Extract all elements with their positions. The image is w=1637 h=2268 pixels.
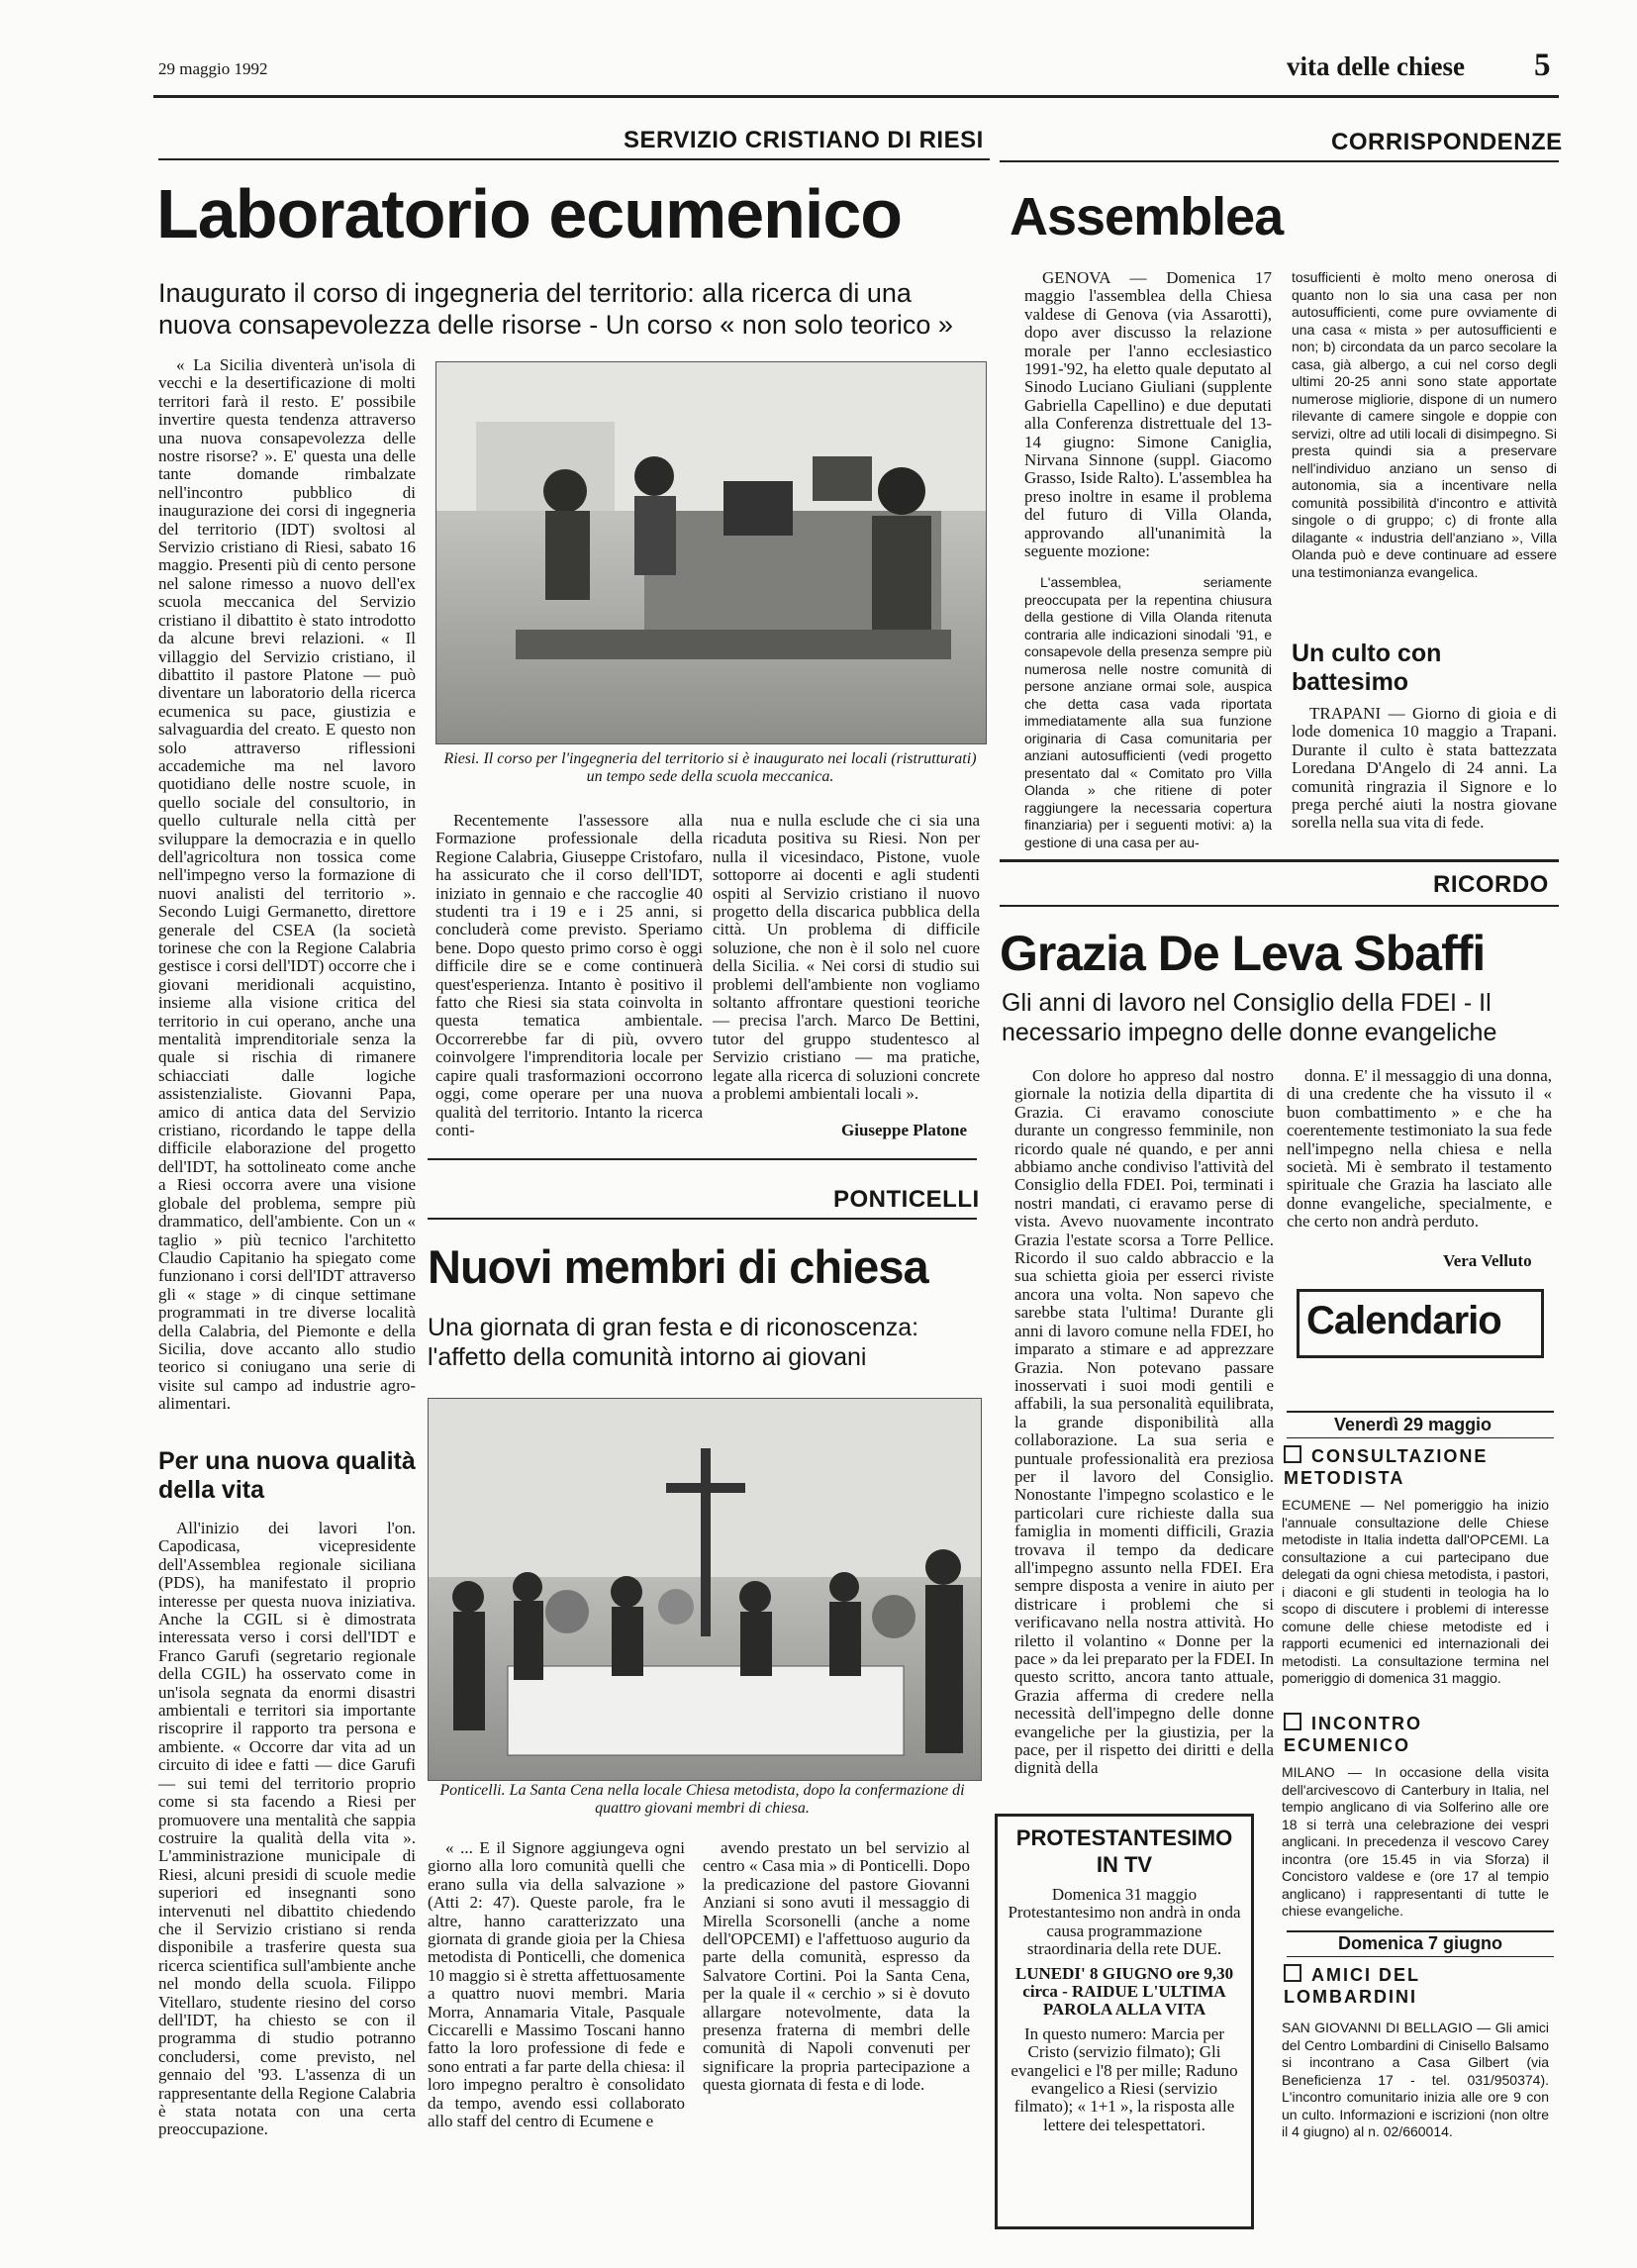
ricordo-col1 — [1014, 1067, 1274, 1800]
nuovi-col2-text: avendo prestato un bel servizio al centro « Casa mia » di Ponticelli. Dopo la predicazione del pastore Giovanni Anziani si sono avuti il messaggio di Mirella Scorsonelli (anche a nome dell'OPCEMI) e l'affettuoso augurio da parte della comunità, espresso da Salvatore Cortini. Poi la Santa Cena, per la quale il « cerchio » si è dovuto allargare notevolmente, data la presenza fraterna di membri delle comunità di Napoli convenuti per significare la propria partecipazione a questa giornata di festa e di lode. — [703, 1838, 970, 2095]
cal-item1-text-block — [1282, 1497, 1549, 1710]
cal-item3-text-block — [1282, 2020, 1549, 2218]
ricordo-kicker: RICORDO — [1433, 871, 1549, 898]
cal-day1-rule-top — [1287, 1411, 1554, 1413]
cal-item2-text: MILANO — In occasione della visita dell'arcivescovo di Canterbury in Italia, nel tempio anglicano di via Solferino alle ore 18 si terrà una celebrazione dei vespri anglicani. In precedenza il vescovo Carey incontra (ore 15.45 in via Sforza) il Concistoro valdese e (ore 17 al tempio anglicano) i rappresentanti di tutte le chiese evangeliche. — [1282, 1764, 1549, 1919]
nuovi-article-col2 — [703, 1839, 970, 2240]
lab-article-col3 — [713, 812, 980, 1119]
nuovi-deck: Una giornata di gran festa e di riconoscenza: l'affetto della comunità intorno ai giovani — [428, 1314, 919, 1371]
tv-box — [995, 1814, 1254, 2229]
cal-item2-title: INCONTRO ECUMENICO — [1284, 1714, 1422, 1755]
tv-title: PROTESTANTESIMO IN TV — [1015, 1825, 1233, 1877]
lab-article-col1 — [158, 355, 416, 1414]
riesi-classroom-photo — [435, 361, 987, 744]
cal-day2-rule-top — [1287, 1930, 1554, 1932]
ricordo-author: Vera Velluto — [1443, 1251, 1532, 1270]
calendario-title: Calendario — [1306, 1299, 1501, 1342]
checkbox-icon — [1284, 1713, 1301, 1730]
cal-day1-rule-bottom — [1287, 1437, 1554, 1438]
issue-date: 29 maggio 1992 — [158, 59, 268, 78]
lab-headline: Laboratorio ecumenico — [156, 175, 903, 252]
lab-col1-text: « La Sicilia diventerà un'isola di vecchi e la desertificazione di molti territori farà il resto. E' possibile invertire questa tendenza attraverso una nuova consapevolezza delle nostre risorse? ». E' questa una delle tante domande rimbalzate nell'incontro pubblico di inaugurazione dei corsi di ingegneria del territorio (IDT) svoltosi al Servizio cristiano di Riesi, sabato 16 maggio. Presenti più di cento persone nel salone rimesso a nuovo dell'ex scuola meccanica del Servizio cristiano il dibattito è stato introdotto da alcune brevi relazioni. « Il villaggio del Servizio cristiano, il dibattito il pastore Platone — può diventare un laboratorio della ricerca ecumenica su pace, giustizia e salvaguardia del creato. E questo non solo attraverso riflessioni accademiche ma nel lavoro quotidiano delle nostre scuole, in quello sociale del consultorio, in quello culturale nella città per sviluppare la democrazia e in quello dell'agricoltura non tossica come nell'impegno verso la formazione di nuovi analisti del territorio ». Secondo Luigi Germanetto, direttore generale del CSEA (la società torinese che con la Regione Calabria gestisce i corsi dell'IDT) occorre che i giovani meridionali acquistino, insieme alla visione critica del territorio in cui operano, anche una mentalità imprenditoriale senza la quale si rischia di rimanere schiacciati dalle logiche assistenzialiste. Giovanni Papa, amico di antica data del Servizio cristiano, ricordando le tappe della difficile elaborazione del progetto dell'IDT, ha sottolineato come anche a Riesi occorra avere una visione globale del problema, sempre più drammatico, dell'ambiente. Con un « taglio » più tecnico l'architetto Claudio Capitanio ha spiegato come funzionano i corsi dell'IDT attraverso gli « stage » di cinque settimane programmati in tre diverse località della Calabria, del Piemonte e della Sicilia, dove accanto allo studio teorico si coniugano una serie di visite sul campo ad industrie agro-alimentari. — [158, 355, 416, 1414]
checkbox-icon — [1284, 1964, 1301, 1982]
cal-item1-title: CONSULTAZIONE METODISTA — [1284, 1446, 1489, 1488]
cal-day2-rule-bottom — [1287, 1956, 1554, 1957]
communion-illustration — [429, 1399, 981, 1780]
ricordo-top-rule — [1000, 859, 1559, 862]
battesimo-text-block — [1292, 705, 1557, 878]
ricordo-col1-text: Con dolore ho appreso dal nostro giornale la notizia della dipartita di Grazia. Ci eravamo conosciute durante un congresso femminile, non ricordo quale né quando, e per anni abbiamo anche condiviso l'attività del Consiglio della FDEI. Poi, terminati i nostri mandati, ci eravamo perse di vista. Avevo nuovamente incontrato Grazia l'estate scorsa a Torre Pellice. Ricordo il suo caldo abbraccio e la sua schietta gioia per esserci riviste ancora una volta. Non sapevo che sarebbe stata l'ultima! Durante gli anni di lavoro comune nella FDEI, ho imparato a stimare e ad apprezzare Grazia. Non potevano passare inosservati i suoi modi gentili e affabili, la sua personalità equilibrata, la grande disponibilità alla collaborazione. La sua seria e puntuale professionalità era preziosa per il lavoro del Consiglio. Nonostante l'impegno scolastico e le particolari cure richieste dalla sua famiglia in momenti difficili, Grazia trovava il tempo da dedicare all'impegno assunto nella FDEI. Era sempre disposta a venire in aiuto per districare i problemi che si verificavano nella nostra attività. Ho riletto il volantino « Donne per la pace » da lei preparato per la FDEI. In questo scritto, ancora tanto attuale, Grazia afferma di credere nella necessità dell'impegno delle donne evangeliche per la giustizia, per la pace, per il rispetto dei diritti e della dignità della — [1014, 1066, 1274, 1778]
nuovi-top-rule — [428, 1158, 977, 1160]
lab-article-col2 — [435, 812, 703, 1138]
ricordo-deck: Gli anni di lavoro nel Consiglio della FDEI - Il necessario impegno delle donne evangeliche — [1002, 989, 1497, 1046]
nuovi-article-col1 — [428, 1839, 685, 2240]
nuovi-col1-text: « ... E il Signore aggiungeva ogni giorno alla loro comunità quelli che erano sulla via della salvazione » (Atti 2: 47). Queste parole, fra le altre, hanno caratterizzato una giornata di grande gioia per la Chiesa metodista di Ponticelli, che domenica 10 maggio si è stretta affettuosamente a quattro nuovi membri. Maria Morra, Annamaria Vitale, Pasquale Ciccarelli e Massimo Toscani hanno fatto la loro professione di fede e sono entrati a far parte della chiesa: il loro impegno peraltro è consolidato da tempo, avendo essi collaborato allo staff del centro di Ecumene e — [428, 1838, 685, 2131]
lab-kicker-rule — [158, 158, 990, 160]
cal-item3-text: SAN GIOVANNI DI BELLAGIO — Gli amici del Centro Lombardini di Cinisello Balsamo si incontrano a Casa Gilbert (via Beneficienza 17 - tel. 031/950374). L'incontro comunitario inizia alle ore 9 con un culto. Informazioni e iscrizioni (non oltre il 4 giugno) al n. 02/660014. — [1282, 2020, 1549, 2139]
tv-text3: In questo numero: Marcia per Cristo (servizio filmato); Gli evangelici e l'8 per mille; Raduno evangelico a Riesi (servizio filmato); « 1+1 », la risposta alle lettere dei telespettatori. — [1011, 2023, 1238, 2134]
page-number: 5 — [1534, 48, 1551, 83]
ponticelli-church-photo — [428, 1398, 982, 1781]
ponticelli-photo-caption: Ponticelli. La Santa Cena nella locale Chiesa metodista, dopo la confermazione di quattro giovani membri di chiesa. — [439, 1782, 965, 1817]
assemblea-headline: Assemblea — [1010, 187, 1284, 247]
nuovi-kicker: PONTICELLI — [833, 1186, 980, 1213]
assemblea-col1-text: GENOVA — Domenica 17 maggio l'assemblea della Chiesa valdese di Genova (via Assarotti), dopo aver discusso la relazione morale per l'anno ecclesiastico 1991-'92, ha eletto quale deputato al Sinodo Luciano Giuliani (supplente Gabriella Capellino) e due deputati alla Conferenza distrettuale del 13-14 giugno: Simone Caniglia, Nirvana Sinnone (suppl. Giacomo Grasso, Iside Ralto). L'assemblea ha preso inoltre in esame il problema del futuro di Villa Olanda, approvando all'unanimità la seguente mozione: — [1024, 268, 1272, 561]
section-title: vita delle chiese — [1287, 51, 1465, 81]
lab-article-col1b — [158, 1520, 416, 2242]
ricordo-kicker-rule — [1000, 905, 1559, 907]
classroom-illustration — [436, 362, 986, 743]
cal-item2-text-block — [1282, 1764, 1549, 1942]
cal-item1-text: ECUMENE — Nel pomeriggio ha inizio l'annuale consultazione delle Chiese metodiste in Italia indetta dall'OPCEMI. La consultazione a cui partecipano due delegati da ogni chiesa metodista, i pastori, i diaconi e gli studenti in teologia ha lo scopo di discutere i problemi di interesse comune delle chiese metodiste ed i rapporti ecumenici ed internazionali dei metodisti. La consultazione termina nel pomeriggio di domenica 31 maggio. — [1282, 1497, 1549, 1686]
assemblea-col1 — [1024, 269, 1272, 576]
masthead-rule — [153, 95, 1559, 98]
assemblea-motion — [1024, 574, 1272, 850]
assemblea-motion-text: L'assemblea, seriamente preoccupata per la repentina chiusura della gestione di Villa Olanda ritenuta contraria alle indicazioni sinodali '91, e consapevole della presenza sempre più numerosa nelle nostre comunità di persone anziane ormai sole, auspica che detta casa vada riportata immediatamente alla sua funzione originaria di Casa comunitaria per anziani autosufficienti (vedi progetto presentato dal « Comitato pro Villa Olanda » che ritiene di poter raggiungere la necessaria copertura finanziaria) per i seguenti motivi: a) la gestione di una casa per au- — [1024, 574, 1272, 850]
lab-col3-text: nua e nulla esclude che ci sia una ricaduta positiva su Riesi. Non per nulla il vicesindaco, Pistone, vuole sottoporre ai docenti e agli studenti ospiti al Servizio cristiano il nuovo progetto della discarica pubblica della città. Un problema di difficile soluzione, che non è il solo nel cuore della Sicilia. « Nei corsi di studio sui problemi dell'ambiente non vogliamo soltanto affrontare questioni teoriche — precisa l'arch. Marco De Bettini, tutor del gruppo studentesco al Servizio cristiano — ma pratiche, legate alla ricerca di soluzioni concrete a problemi ambientali locali ». — [713, 811, 980, 1104]
lab-kicker: SERVIZIO CRISTIANO DI RIESI — [624, 127, 984, 153]
tv-text2: LUNEDI' 8 GIUGNO ore 9,30 circa - RAIDUE L'ULTIMA PAROLA ALLA VITA — [1014, 1963, 1234, 2020]
cal-day2: Domenica 7 giugno — [1338, 1933, 1503, 1953]
lab-col2-text: Recentemente l'assessore alla Formazione professionale della Regione Calabria, Giuseppe Cristofaro, ha assicurato che il corso dell'IDT, iniziato in gennaio e che raccoglie 40 studenti tra i 19 e i 25 anni, si concluderà come previsto. Speriamo bene. Dopo questo primo corso è oggi difficile dire se e come continuerà quest'esperienza. Intanto è positivo il fatto che Riesi sia stata coinvolta in questa tematica ambientale. Occorrerebbe far di più, ovvero coinvolgere l'imprenditoria locale per capire quali trasformazioni occorrono oggi, come operare per una nuova qualità del territorio. Intanto la ricerca conti- — [435, 811, 703, 1139]
nuovi-kicker-rule — [428, 1218, 977, 1220]
assemblea-kicker-rule — [1000, 160, 1559, 162]
ricordo-headline: Grazia De Leva Sbaffi — [1000, 926, 1486, 981]
assemblea-kicker: CORRISPONDENZE — [1331, 129, 1563, 155]
assemblea-col2 — [1292, 269, 1557, 631]
lab-col1b-text: All'inizio dei lavori l'on. Capodicasa, vicepresidente dell'Assemblea regionale siciliana (PDS), ha manifestato il proprio interesse per questa nuova iniziativa. Anche la CGIL si è dimostrata interessata verso i corsi dell'IDT e Franco Garufi (segretario regionale della CGIL) ha osservato come in un'isola segnata da enormi disastri ambientali e territori sia importante riscoprire il rapporto tra persona e ambiente. « Occorre dar vita ad un circuito di idee e fatti — dice Garufi — sui temi del territorio proprio come si sta facendo a Riesi per promuovere una mentalità che sappia costruire la qualità della vita ». L'amministrazione municipale di Riesi, alcuni presidi di scuole medie superiori ed insegnanti sono intervenuti nel dibattito chiedendo che il Servizio cristiano si renda disponibile a trasferire questa sua ricerca scientifica sull'ambiente anche nel mondo della scuola. Filippo Vitellaro, studente riesino del corso dell'IDT, ha chiesto se con il programma di studio potranno concludersi, come previsto, nel gennaio del '93. L'assenza di un rappresentante della Regione Calabria è stata notata con una certa preoccupazione. — [158, 1519, 416, 2139]
tv-text1: Domenica 31 maggio Protestantesimo non andrà in onda causa programmazione straordinaria della rete DUE. — [1008, 1885, 1241, 1959]
lab-author: Giuseppe Platone — [841, 1121, 968, 1139]
checkbox-icon — [1284, 1445, 1301, 1463]
assemblea-col2-text: tosufficienti è molto meno onerosa di quanto non lo sia una casa per non autosufficienti, come pure ovviamente di una casa « mista » per autosufficienti e non; b) circondata da un parco secolare la casa, già albergo, a cui nel corso degli ultimi 20-25 anni sono state apportate numerose migliorie, dispone di un numero rilevante di camere singole e doppie con servizi, oltre ad utili locali di disimpegno. Si presta quindi sia a preservare nell'individuo anziano un senso di autonomia, sia a incentivare nella comunità possibilità d'incontro e attività singole o di gruppo; c) di fronte alla dilagante « industria dell'anziano », Villa Olanda può e deve continuare ad essere una testimonianza evangelica. — [1292, 269, 1557, 580]
cal-day1: Venerdì 29 maggio — [1334, 1415, 1493, 1434]
ricordo-col2-text: donna. E' il messaggio di una donna, di una credente che ha vissuto il « buon combattimento » e che ha coerentemente testimoniato la sua fede nell'impegno nella chiesa e nella società. Mi è sembrato il testamento spirituale che Grazia ha lasciato alle donne evangeliche, specialmente, e che certo non andrà perduto. — [1287, 1066, 1552, 1232]
cal-item3-title: AMICI DEL LOMBARDINI — [1284, 1965, 1420, 2007]
lab-subhead: Per una nuova qualità della vita — [158, 1447, 416, 1504]
battesimo-headline: Un culto con battesimo — [1292, 640, 1442, 696]
nuovi-headline: Nuovi membri di chiesa — [428, 1240, 928, 1293]
lab-deck: Inaugurato il corso di ingegneria del territorio: alla ricerca di una nuova consapevolezza delle risorse - Un corso « non solo teorico » — [158, 278, 953, 340]
battesimo-text: TRAPANI — Giorno di gioia e di lode domenica 10 maggio a Trapani. Durante il culto è stata battezzata Loredana D'Angelo di 24 anni. La comunità ringrazia il Signore e lo prega perché aiuti la nostra giovane sorella nella sua vita di fede. — [1292, 704, 1557, 833]
riesi-photo-caption: Riesi. Il corso per l'ingegneria del territorio si è inaugurato nei locali (ristrutturati) un tempo sede della scuola meccanica. — [443, 750, 977, 785]
